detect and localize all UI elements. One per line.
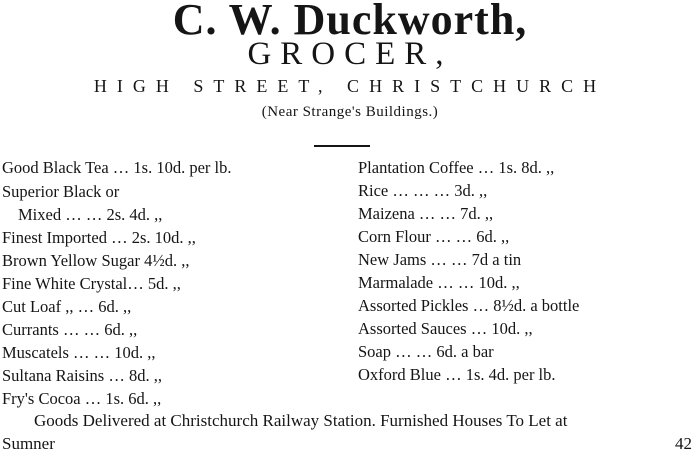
header-divider [314, 145, 370, 147]
footer-line-2: Sumner [2, 434, 55, 453]
price-line: Currants … … 6d. ,, [2, 320, 138, 339]
price-line: Brown Yellow Sugar 4½d. ,, [2, 251, 190, 270]
price-line: Cut Loaf ,, … 6d. ,, [2, 297, 132, 316]
shop-owner-name: C. W. Duckworth, [172, 0, 528, 44]
price-line: Good Black Tea … 1s. 10d. per lb. [2, 158, 232, 177]
price-line: Maizena … … 7d. ,, [358, 204, 494, 223]
price-line: New Jams … … 7d a tin [358, 250, 522, 269]
price-line: Marmalade … … 10d. ,, [358, 273, 520, 292]
price-line: Soap … … 6d. a bar [358, 342, 494, 361]
footer-line-1: Goods Delivered at Christchurch Railway Station. Furnished Houses To Let at [34, 411, 568, 430]
price-line: Oxford Blue … 1s. 4d. per lb. [358, 365, 556, 384]
price-line: Assorted Sauces … 10d. ,, [358, 319, 533, 338]
price-line: Assorted Pickles … 8½d. a bottle [358, 296, 580, 315]
price-line: Corn Flour … … 6d. ,, [358, 227, 510, 246]
address-note: (Near Strange's Buildings.) [261, 104, 439, 120]
price-line: Mixed … … 2s. 4d. ,, [18, 205, 163, 224]
shop-address: HIGH STREET, CHRISTCHURCH [93, 76, 607, 96]
price-line: Finest Imported … 2s. 10d. ,, [2, 228, 196, 247]
price-line: Sultana Raisins … 8d. ,, [2, 366, 162, 385]
price-line: Fine White Crystal… 5d. ,, [2, 274, 181, 293]
price-line: Fry's Cocoa … 1s. 6d. ,, [2, 389, 162, 408]
price-line: Superior Black or [2, 182, 120, 201]
price-line: Rice … … … 3d. ,, [358, 181, 488, 200]
price-line: Muscatels … … 10d. ,, [2, 343, 156, 362]
shop-trade: GROCER, [247, 36, 453, 72]
page-number: 42 [675, 434, 692, 453]
price-line: Plantation Coffee … 1s. 8d. ,, [358, 158, 555, 177]
